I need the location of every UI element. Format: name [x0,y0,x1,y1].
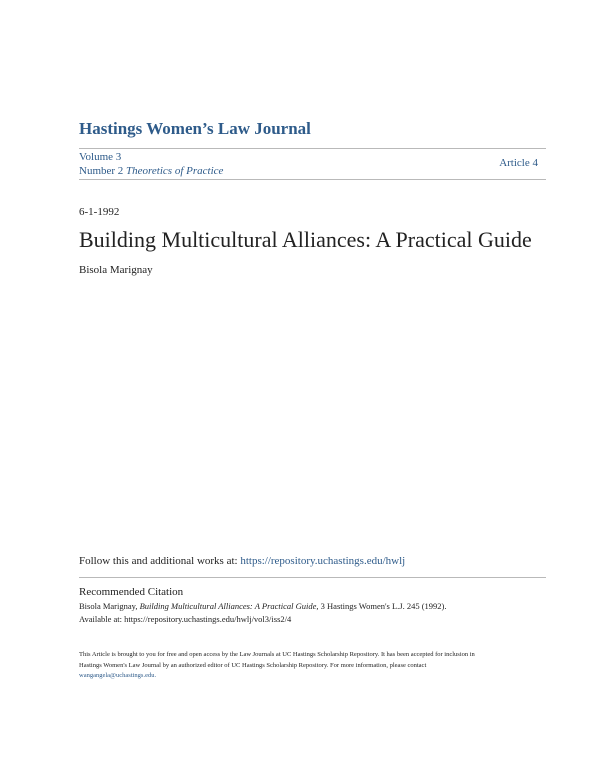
recommended-citation-heading: Recommended Citation [79,586,184,598]
citation-source: , 3 Hastings Women's L.J. 245 (1992). [316,601,447,611]
citation-title: Building Multicultural Alliances: A Practical Guide [139,601,317,611]
issue-title: Theoretics of Practice [126,165,224,177]
article-number-link[interactable]: Article 4 [499,157,538,169]
citation-divider [79,577,546,578]
notice-line-2: Hastings Women's Law Journal by an authorized editor of UC Hastings Scholarship Repository. For more information, please contact [79,661,427,669]
follow-line [79,555,405,567]
citation-available-at: Available at: https://repository.uchastings.edu/hwlj/vol3/iss2/4 [79,614,292,624]
follow-text: Follow this and additional works at: [79,555,241,567]
citation-author: Bisola Marignay, [79,601,140,611]
publication-date: 6-1-1992 [79,206,120,218]
header-bottom-divider [79,179,546,180]
issue-number: Number 2 [79,165,124,177]
header-top-divider [79,148,546,149]
repository-link[interactable]: https://repository.uchastings.edu/hwlj [240,555,406,567]
volume-link[interactable]: Volume 3 [79,151,122,163]
issue-link[interactable] [79,165,223,177]
article-author: Bisola Marignay [79,264,153,276]
notice-line-1: This Article is brought to you for free and open access by the Law Journals at UC Hastings Scholarship Repository. It has been accepted for inclusion in [79,651,475,658]
citation-text [79,601,447,611]
article-title: Building Multicultural Alliances: A Practical Guide [79,227,532,252]
journal-title-link[interactable]: Hastings Women’s Law Journal [79,119,311,138]
contact-email-link[interactable]: wangangela@uchastings.edu. [79,672,157,679]
access-notice [79,650,531,682]
